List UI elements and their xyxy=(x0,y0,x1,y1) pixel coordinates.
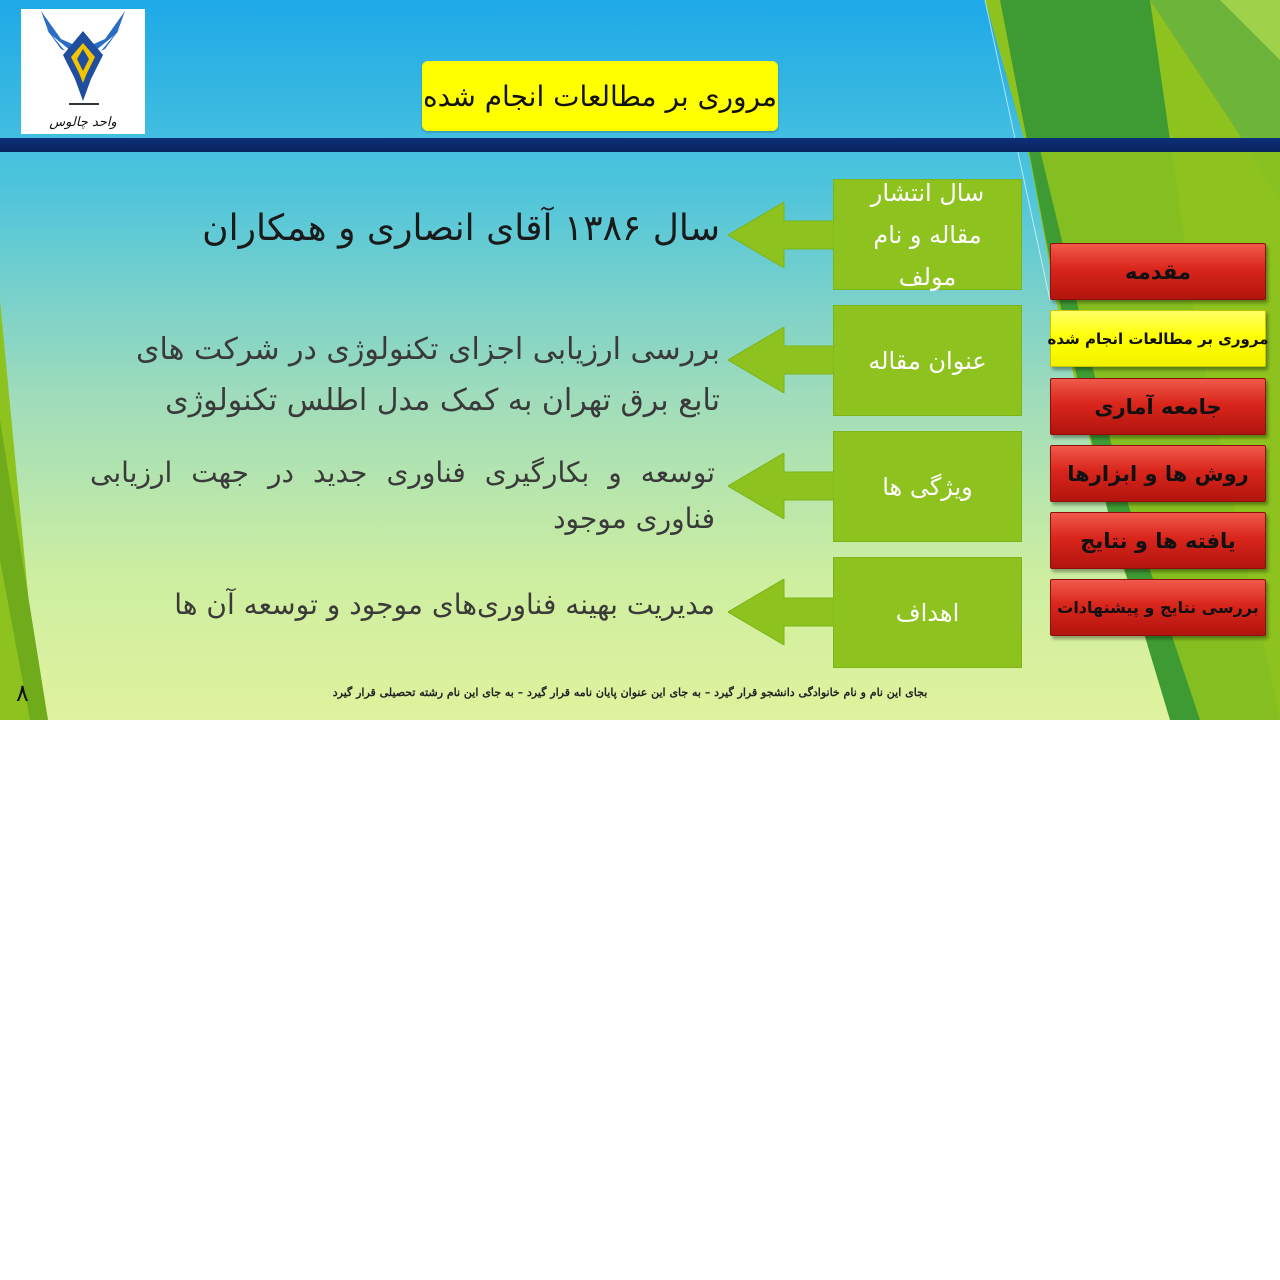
row-label-features: ویژگی ها xyxy=(833,431,1022,542)
row-content-goals: مدیریت بهینه فناوری‌های موجود و توسعه آن ها xyxy=(174,588,715,621)
arrow-left-icon xyxy=(728,327,834,393)
nav-button-literature-review[interactable]: مروری بر مطالعات انجام شده xyxy=(1050,310,1266,367)
nav-button-findings-results[interactable]: یافته ها و نتایج xyxy=(1050,512,1266,569)
header-band xyxy=(0,138,1280,152)
row-content-article-title: بررسی ارزیابی اجزای تکنولوژی در شرکت های تابع برق تهران به کمک مدل اطلس تکنولوژی xyxy=(136,332,720,418)
nav-button-statistical-population[interactable]: جامعه آماری xyxy=(1050,378,1266,435)
nav-button-methods-tools[interactable]: روش ها و ابزارها xyxy=(1050,445,1266,502)
arrow-left-icon xyxy=(728,202,834,268)
nav-button-introduction[interactable]: مقدمه xyxy=(1050,243,1266,300)
nav-button-results-suggestions[interactable]: بررسی نتایج و پیشنهادات xyxy=(1050,579,1266,636)
logo-caption: واحد چالوس xyxy=(49,115,117,130)
row-content-publication: سال ۱۳۸۶ آقای انصاری و همکاران xyxy=(202,208,720,249)
slide-title: مروری بر مطالعات انجام شده xyxy=(422,61,778,131)
row-label-article-title: عنوان مقاله xyxy=(833,305,1022,416)
row-label-goals: اهداف xyxy=(833,557,1022,668)
university-logo xyxy=(21,9,145,134)
row-content-features: توسعه و بکارگیری فناوری جدید در جهت ارزیابی فناوری موجود xyxy=(90,456,715,535)
arrow-left-icon xyxy=(728,453,834,519)
arrow-left-icon xyxy=(728,579,834,645)
footer-note: بجای این نام و نام خانوادگی دانشجو قرار گیرد – به جای این عنوان پایان نامه قرار گیرد – به جای این نام رشته تحصیلی قرار گیرد xyxy=(332,686,928,699)
row-label-publication: سال انتشار مقاله و نام مولف xyxy=(833,179,1022,290)
page-number: ۸ xyxy=(16,679,29,707)
